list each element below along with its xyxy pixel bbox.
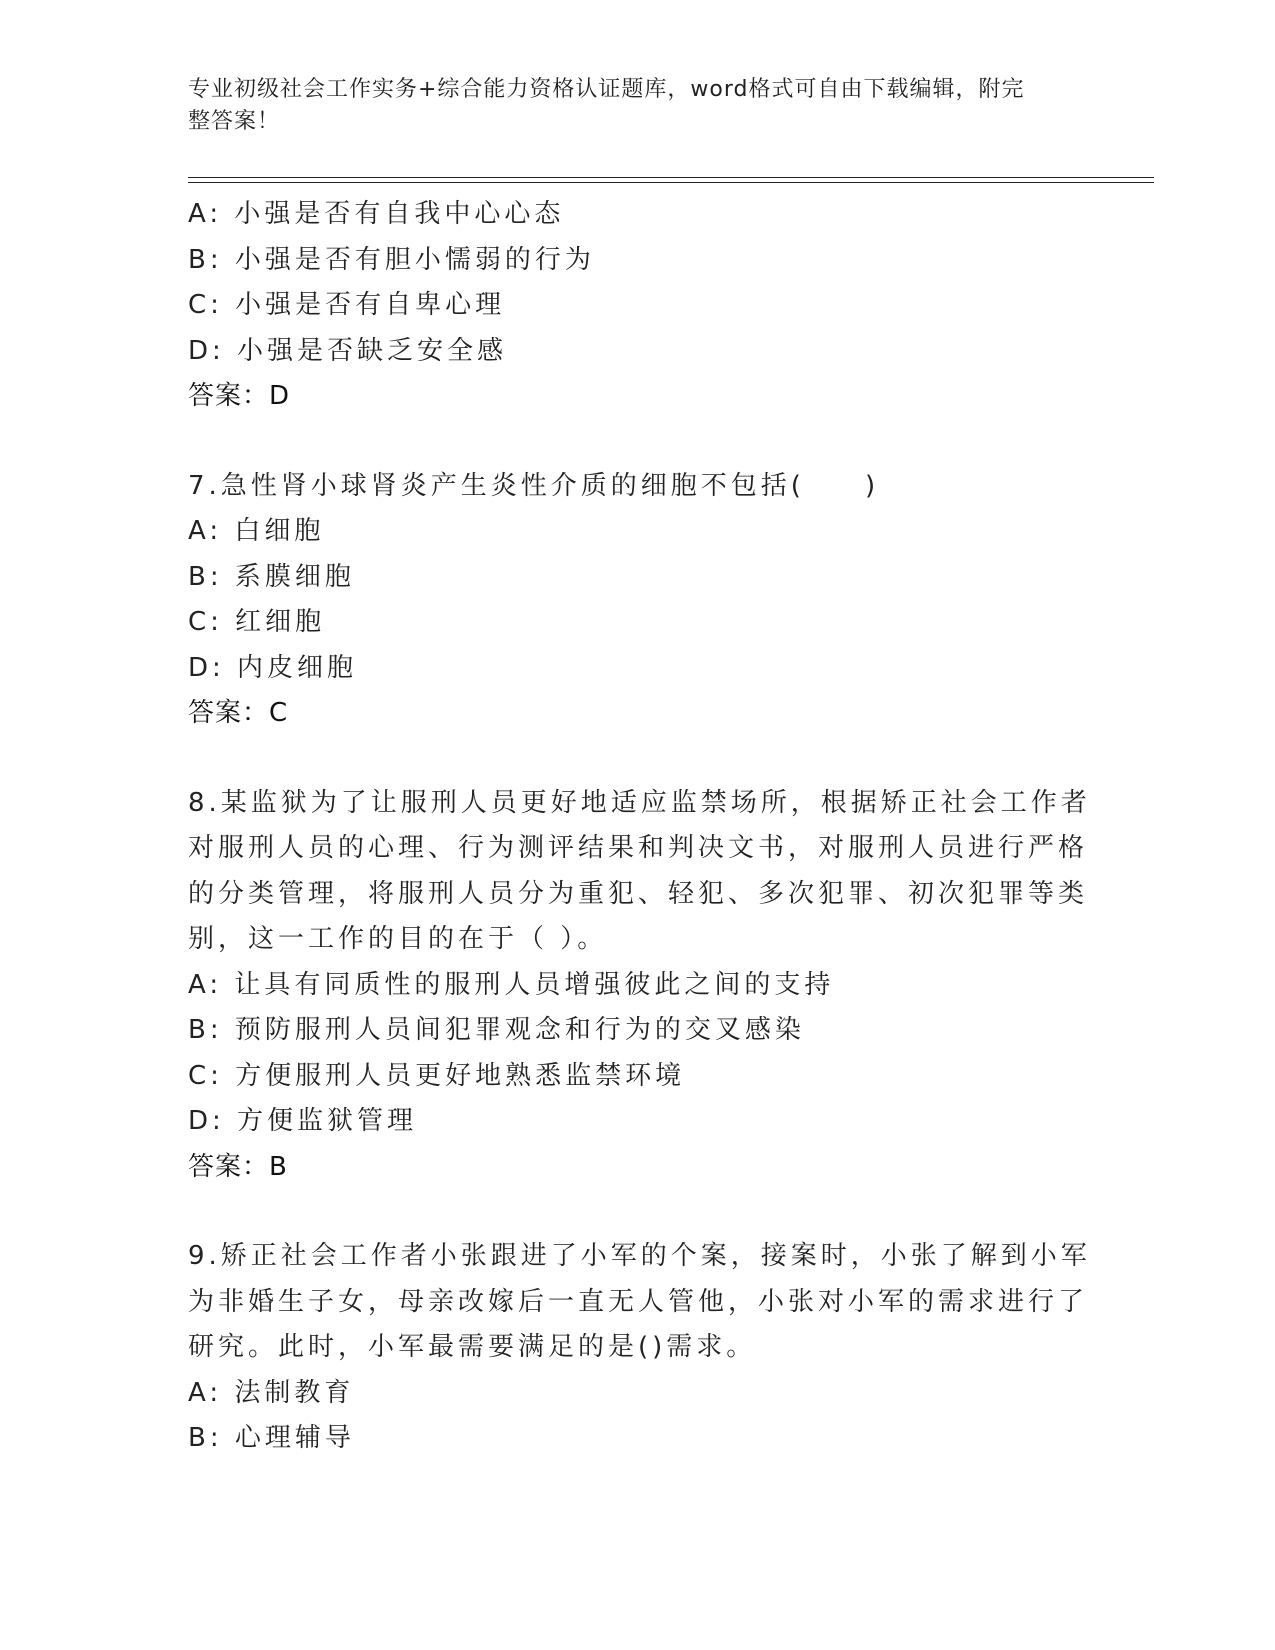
page-header xyxy=(188,74,1088,138)
header-line-1: 专业初级社会工作实务+综合能力资格认证题库，word格式可自由下载编辑，附完 xyxy=(188,77,1025,102)
option-d: D: 小强是否缺乏安全感 xyxy=(188,335,508,366)
question-text xyxy=(188,781,1091,963)
option-b: B: 系膜细胞 xyxy=(188,561,355,592)
question-6-block xyxy=(188,192,1088,420)
question-line: 的分类管理，将服刑人员分为重犯、轻犯、多次犯罪、初次犯罪等类 xyxy=(188,878,1089,909)
answer-line: 答案：C xyxy=(188,698,289,728)
question-line: 别，这一工作的目的在于（ ）。 xyxy=(188,924,608,954)
option-d: D: 方便监狱管理 xyxy=(188,1106,418,1136)
option-b: B: 心理辅导 xyxy=(188,1423,355,1453)
header-divider-top xyxy=(188,177,1154,178)
spacer xyxy=(188,420,1088,464)
spacer xyxy=(188,737,1088,781)
question-line: 9.矫正社会工作者小张跟进了小军的个案，接案时，小张了解到小军 xyxy=(188,1241,1091,1271)
question-line: 7.急性肾小球肾炎产生炎性介质的细胞不包括( ) xyxy=(188,470,880,501)
question-9-block xyxy=(188,1234,1091,1462)
question-7-block xyxy=(188,464,1088,737)
option-b: B: 预防服刑人员间犯罪观念和行为的交叉感染 xyxy=(188,1015,805,1045)
option-c: C: 方便服刑人员更好地熟悉监禁环境 xyxy=(188,1060,686,1091)
option-a: A: 白细胞 xyxy=(188,516,325,546)
answer-line: 答案：D xyxy=(188,381,291,411)
question-line: 对服刑人员的心理、行为测评结果和判决文书，对服刑人员进行严格 xyxy=(188,833,1089,863)
option-d: D: 内皮细胞 xyxy=(188,652,358,683)
header-divider-bottom xyxy=(188,182,1154,183)
question-line: 8.某监狱为了让服刑人员更好地适应监禁场所，根据矫正社会工作者 xyxy=(188,787,1091,818)
question-line: 研究。此时，小军最需要满足的是()需求。 xyxy=(188,1332,757,1362)
question-text xyxy=(188,464,1068,510)
question-line: 为非婚生子女，母亲改嫁后一直无人管他，小张对小军的需求进行了 xyxy=(188,1286,1089,1317)
header-line-2: 整答案！ xyxy=(188,109,281,134)
option-c: C: 小强是否有自卑心理 xyxy=(188,290,506,320)
option-c: C: 红细胞 xyxy=(188,607,326,637)
question-text xyxy=(188,1234,1091,1371)
option-b: B: 小强是否有胆小懦弱的行为 xyxy=(188,244,595,275)
question-8-block xyxy=(188,781,1091,1191)
option-a: A: 让具有同质性的服刑人员增强彼此之间的支持 xyxy=(188,969,835,1000)
spacer xyxy=(188,1190,1088,1234)
question-content xyxy=(188,192,1091,1462)
option-a: A: 小强是否有自我中心心态 xyxy=(188,199,565,229)
option-a: A: 法制教育 xyxy=(188,1377,355,1408)
answer-line: 答案：B xyxy=(188,1151,288,1182)
